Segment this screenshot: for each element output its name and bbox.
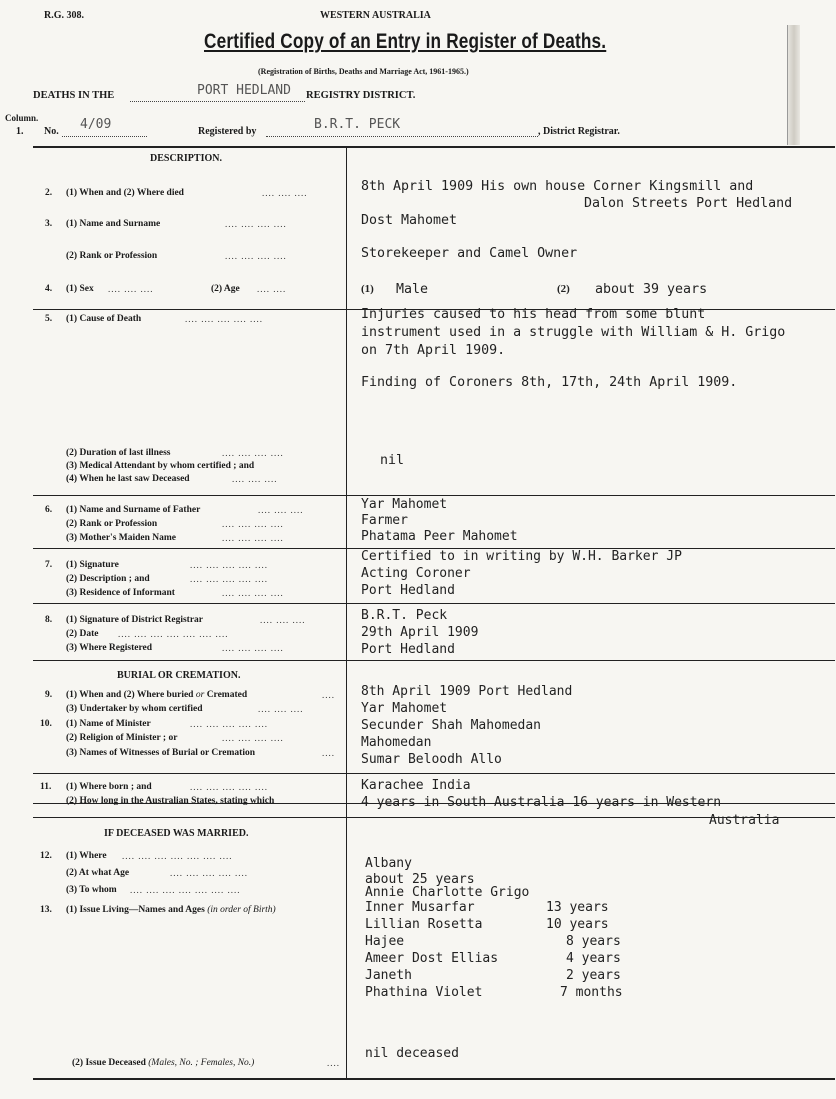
row10-dots3: .... bbox=[322, 748, 335, 758]
district-value: PORT HEDLAND bbox=[197, 83, 291, 98]
registrar-value: B.R.T. PECK bbox=[314, 117, 401, 132]
registrar-signature: B.R.T. Peck bbox=[361, 608, 448, 623]
burial-when-label: (1) When and (2) Where buried or Cremated bbox=[66, 690, 248, 700]
row9-dots: .... bbox=[322, 690, 335, 700]
row11-number: 11. bbox=[40, 782, 52, 792]
row12-number: 12. bbox=[40, 851, 52, 861]
minister-name: Secunder Shah Mahomedan bbox=[361, 718, 542, 733]
married-heading: IF DECEASED WAS MARRIED. bbox=[104, 828, 249, 839]
deceased-profession: Storekeeper and Camel Owner bbox=[361, 246, 578, 261]
birthplace: Karachee India bbox=[361, 778, 471, 793]
row6-number: 6. bbox=[45, 505, 53, 515]
row11-dots: .... .... .... .... .... bbox=[190, 782, 268, 792]
sex-dots: .... .... .... bbox=[108, 284, 154, 294]
child-age: 2 years bbox=[566, 968, 621, 983]
district-registrar-label: , District Registrar. bbox=[538, 126, 620, 137]
row9-number: 9. bbox=[45, 690, 53, 700]
row12-dots1: .... .... .... .... .... .... .... bbox=[122, 851, 233, 861]
father-profession: Farmer bbox=[361, 513, 408, 528]
child-name: Lillian Rosetta bbox=[365, 917, 483, 932]
row7-number: 7. bbox=[45, 560, 53, 570]
religion-label: (2) Religion of Minister ; or bbox=[66, 733, 178, 743]
row8-dots2: .... .... .... .... .... .... .... bbox=[118, 629, 229, 639]
row3-number: 3. bbox=[45, 219, 53, 229]
registration-place: Port Hedland bbox=[361, 642, 455, 657]
where-registered-label: (3) Where Registered bbox=[66, 643, 153, 653]
date-label: (2) Date bbox=[66, 629, 99, 639]
child-name: Janeth bbox=[365, 968, 412, 983]
column-label: Column. bbox=[5, 113, 39, 123]
row3-label: (1) Name and Surname bbox=[66, 219, 161, 229]
row3-dots: .... .... .... .... bbox=[225, 219, 287, 229]
married-to-label: (3) To whom bbox=[66, 885, 117, 895]
father-name: Yar Mahomet bbox=[361, 497, 448, 512]
informant-signature: Certified to in writing by W.H. Barker JP bbox=[361, 549, 682, 564]
attendant-label: (3) Medical Attendant by whom certified ; and bbox=[66, 461, 255, 471]
row10-dots1: .... .... .... .... .... bbox=[190, 719, 268, 729]
cause-label: (1) Cause of Death bbox=[66, 314, 142, 324]
residence-duration: 4 years in South Australia 16 years in Western bbox=[361, 795, 722, 810]
row12-dots2: .... .... .... .... .... bbox=[170, 868, 248, 878]
row6-dots3: .... .... .... .... bbox=[222, 533, 284, 543]
mother-maiden-name: Phatama Peer Mahomet bbox=[361, 529, 518, 544]
divider-row9 bbox=[33, 773, 835, 774]
registration-date: 29th April 1909 bbox=[361, 625, 479, 640]
father-label: (1) Name and Surname of Father bbox=[66, 505, 201, 515]
row8-dots1: .... .... .... bbox=[260, 615, 306, 625]
row8-number: 8. bbox=[45, 615, 53, 625]
row10-dots2: .... .... .... .... bbox=[222, 733, 284, 743]
registry-district-label: REGISTRY DISTRICT. bbox=[306, 90, 416, 101]
sex-paren: (1) bbox=[361, 283, 374, 295]
undertaker-label: (3) Undertaker by whom certified bbox=[66, 704, 203, 714]
row7-dots3: .... .... .... .... bbox=[222, 588, 284, 598]
mother-label: (3) Mother's Maiden Name bbox=[66, 533, 177, 543]
cause-line-2: instrument used in a struggle with William & H. Grigo bbox=[361, 325, 786, 340]
description-label: (2) Description ; and bbox=[66, 574, 150, 584]
child-age: 4 years bbox=[566, 951, 621, 966]
document-title: Certified Copy of an Entry in Register of Deaths. bbox=[204, 30, 607, 53]
row5-number: 5. bbox=[45, 314, 53, 324]
cause-dots: .... .... .... .... .... bbox=[185, 314, 263, 324]
child-age: 8 years bbox=[566, 934, 621, 949]
divider-row7 bbox=[33, 603, 835, 604]
father-rank-label: (2) Rank or Profession bbox=[66, 519, 158, 529]
age-label: (2) Age bbox=[211, 284, 240, 294]
child-name: Phathina Violet bbox=[365, 985, 483, 1000]
rank-label: (2) Rank or Profession bbox=[66, 251, 158, 261]
residence-label: (3) Residence of Informant bbox=[66, 588, 175, 598]
informant-residence: Port Hedland bbox=[361, 583, 455, 598]
row6-dots1: .... .... .... bbox=[258, 505, 304, 515]
row4-number: 4. bbox=[45, 284, 53, 294]
undertaker-name: Yar Mahomet bbox=[361, 701, 448, 716]
minister-religion: Mahomedan bbox=[361, 735, 432, 750]
illness-value: nil bbox=[380, 453, 405, 468]
divider-row5 bbox=[33, 495, 835, 496]
rank-dots: .... .... .... .... bbox=[225, 251, 287, 261]
no-label: No. bbox=[44, 126, 59, 137]
marriage-place: Albany bbox=[365, 856, 412, 871]
row6-dots2: .... .... .... .... bbox=[222, 519, 284, 529]
last-saw-label: (4) When he last saw Deceased bbox=[66, 474, 190, 484]
cause-line-1: Injuries caused to his head from some blunt bbox=[361, 307, 706, 322]
form-code: R.G. 308. bbox=[44, 10, 84, 21]
row2-dots: .... .... .... bbox=[262, 188, 308, 198]
burial-heading: BURIAL OR CREMATION. bbox=[117, 670, 241, 681]
row13-number: 13. bbox=[40, 905, 52, 915]
issue-living-label: (1) Issue Living—Names and Ages (in order of Birth) bbox=[66, 905, 276, 915]
age-dots: .... .... bbox=[257, 284, 287, 294]
coroner-finding: Finding of Coroners 8th, 17th, 24th April 1909. bbox=[361, 375, 738, 390]
divider-row8 bbox=[33, 660, 835, 661]
description-heading: DESCRIPTION. bbox=[150, 153, 222, 164]
marriage-age: about 25 years bbox=[365, 872, 475, 887]
column-number: 1. bbox=[16, 126, 24, 137]
child-age: 13 years bbox=[546, 900, 609, 915]
where-born-label: (1) Where born ; and bbox=[66, 782, 152, 792]
deceased-age: about 39 years bbox=[595, 282, 708, 297]
child-name: Hajee bbox=[365, 934, 405, 949]
act-reference: (Registration of Births, Deaths and Marriage Act, 1961-1965.) bbox=[258, 67, 469, 76]
cause-line-3: on 7th April 1909. bbox=[361, 343, 506, 358]
row10-number: 10. bbox=[40, 719, 52, 729]
entry-number: 4/09 bbox=[80, 117, 112, 132]
column-divider bbox=[346, 147, 347, 1079]
row2-number: 2. bbox=[45, 188, 53, 198]
illness-dots: .... .... .... .... bbox=[222, 448, 284, 458]
row2-label: (1) When and (2) Where died bbox=[66, 188, 184, 198]
entry-no-fill-line bbox=[62, 136, 147, 137]
witnesses-label: (3) Names of Witnesses of Burial or Cremation bbox=[66, 748, 256, 758]
undertaker-dots: .... .... .... bbox=[258, 704, 304, 714]
row12-dots3: .... .... .... .... .... .... .... bbox=[130, 885, 241, 895]
tape-mark bbox=[787, 25, 800, 145]
minister-label: (1) Name of Minister bbox=[66, 719, 151, 729]
residence-duration-cont: Australia bbox=[709, 813, 780, 828]
registered-by-label: Registered by bbox=[198, 126, 257, 137]
child-name: Inner Musarfar bbox=[365, 900, 475, 915]
deceased-name: Dost Mahomet bbox=[361, 213, 458, 228]
registrar-sig-label: (1) Signature of District Registrar bbox=[66, 615, 204, 625]
married-age-label: (2) At what Age bbox=[66, 868, 130, 878]
death-date-place: 8th April 1909 His own house Corner Kingsmill and bbox=[361, 179, 754, 194]
registrar-fill-line bbox=[266, 136, 538, 137]
issue-deceased-label: (2) Issue Deceased (Males, No. ; Females, No.) bbox=[72, 1058, 255, 1068]
sex-label: (1) Sex bbox=[66, 284, 94, 294]
child-age: 7 months bbox=[560, 985, 623, 1000]
row8-dots3: .... .... .... .... bbox=[222, 643, 284, 653]
child-age: 10 years bbox=[546, 917, 609, 932]
row7-dots1: .... .... .... .... .... bbox=[190, 560, 268, 570]
deceased-sex: Male bbox=[396, 282, 429, 297]
how-long-label: (2) How long in the Australian States, stating which bbox=[66, 796, 275, 806]
burial-date-place: 8th April 1909 Port Hedland bbox=[361, 684, 573, 699]
informant-description: Acting Coroner bbox=[361, 566, 471, 581]
age-paren: (2) bbox=[557, 283, 570, 295]
issue-deceased-value: nil deceased bbox=[365, 1046, 459, 1061]
death-place-cont: Dalon Streets Port Hedland bbox=[584, 196, 793, 211]
spouse-name: Annie Charlotte Grigo bbox=[365, 885, 530, 900]
district-fill-line bbox=[130, 101, 305, 102]
signature-label: (1) Signature bbox=[66, 560, 119, 570]
table-top-line bbox=[33, 146, 835, 148]
deaths-in-label: DEATHS IN THE bbox=[33, 90, 115, 101]
row7-dots2: .... .... .... .... .... bbox=[190, 574, 268, 584]
row13-dots: .... bbox=[327, 1058, 340, 1068]
last-saw-dots: .... .... .... bbox=[232, 474, 278, 484]
child-name: Ameer Dost Ellias bbox=[365, 951, 499, 966]
state-heading: WESTERN AUSTRALIA bbox=[320, 10, 431, 21]
married-where-label: (1) Where bbox=[66, 851, 107, 861]
illness-label: (2) Duration of last illness bbox=[66, 448, 171, 458]
burial-witnesses: Sumar Beloodh Allo bbox=[361, 752, 502, 767]
table-bottom-line bbox=[33, 1078, 835, 1080]
